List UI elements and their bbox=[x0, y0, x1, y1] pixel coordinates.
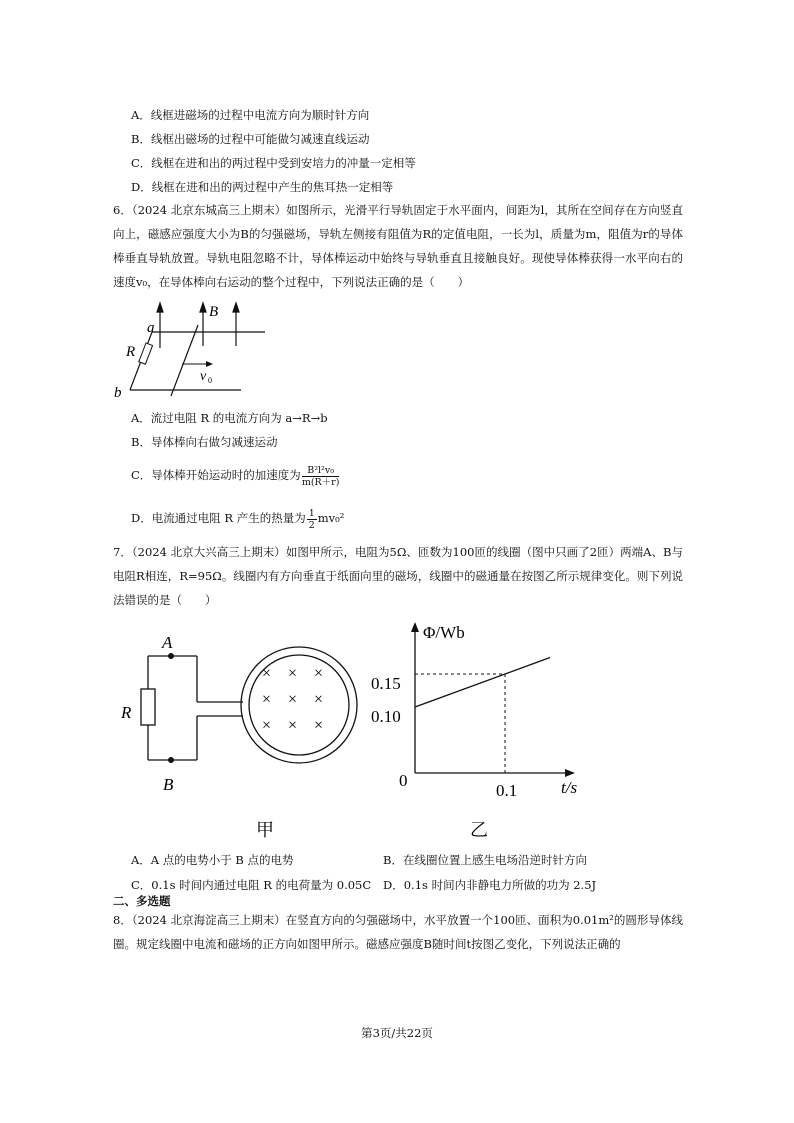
field-cross: × bbox=[314, 717, 324, 734]
label-a: a bbox=[147, 320, 155, 336]
q5-option-b: B．线框出磁场的过程中可能做匀减速直线运动 bbox=[131, 132, 370, 146]
field-cross: × bbox=[288, 665, 298, 682]
label-R: R bbox=[126, 344, 136, 360]
section-heading: 二、多选题 bbox=[113, 894, 171, 908]
field-cross: × bbox=[262, 691, 272, 708]
label-A: A bbox=[162, 633, 173, 652]
q7-option-b: B．在线圈位置上感生电场沿逆时针方向 bbox=[383, 853, 587, 867]
origin-label: 0 bbox=[399, 771, 408, 790]
terminal-A bbox=[168, 653, 174, 659]
q6-option-c: C．导体棒开始运动时的加速度为 $\frac{\text{B²l²v₀}}{m(R+r)}$ bbox=[131, 464, 340, 488]
q6-option-a: A．流过电阻 R 的电流方向为 a→R→b bbox=[131, 411, 328, 425]
velocity-arrow bbox=[206, 361, 213, 367]
q5-option-c: C．线框在进和出的两过程中受到安培力的冲量一定相等 bbox=[131, 156, 416, 170]
caption-yi: 乙 bbox=[470, 820, 488, 840]
y-axis-label: Φ/Wb bbox=[423, 623, 465, 642]
label-B: B bbox=[163, 775, 174, 794]
q7-figure-yi-chart bbox=[365, 618, 595, 843]
resistor-symbol bbox=[139, 343, 153, 364]
label-b: b bbox=[114, 385, 122, 398]
field-cross: × bbox=[314, 665, 324, 682]
q6-option-d: D．电流通过电阻 R 产生的热量为 $\frac{1}{2}$ mv₀² bbox=[131, 507, 345, 531]
y-tick-label: 0.10 bbox=[371, 707, 401, 726]
y-tick-label: 0.15 bbox=[371, 674, 401, 693]
field-cross: × bbox=[288, 717, 298, 734]
label-R: R bbox=[121, 703, 132, 722]
conductor-rod bbox=[171, 325, 198, 396]
label-B: B bbox=[209, 304, 219, 320]
field-cross: × bbox=[262, 665, 272, 682]
y-axis-arrow bbox=[411, 622, 419, 632]
q7-figure-jia bbox=[115, 628, 365, 843]
x-axis-arrow bbox=[565, 769, 575, 777]
q6-rail-figure bbox=[110, 298, 280, 398]
q5-option-a: A．线框进磁场的过程中电流方向为顺时针方向 bbox=[131, 108, 370, 122]
caption-jia: 甲 bbox=[256, 820, 274, 840]
terminal-B bbox=[168, 757, 174, 763]
field-cross: × bbox=[314, 691, 324, 708]
coil-outer bbox=[241, 647, 357, 763]
label-v: v bbox=[200, 369, 207, 384]
field-cross: × bbox=[262, 717, 272, 734]
x-tick-label: 0.1 bbox=[496, 781, 518, 800]
label-v-subscript: 0 bbox=[208, 376, 212, 385]
q7-question-text: 7．（2024 北京大兴高三上期末）如图甲所示，电阻为5Ω、匝数为100匝的线圈（图中只画了2匝）两端A、B与电阻R相连，R=95Ω。线圈内有方向垂直于纸面向里的磁场，线圈中的磁通量在按图乙所示规律变化。则下列说法错误的是（ ） bbox=[113, 545, 683, 607]
field-cross: × bbox=[288, 691, 298, 708]
magnetic-field-crosses bbox=[262, 665, 323, 734]
x-axis-label: t/s bbox=[561, 778, 578, 797]
q6-question-text: 6．（2024 北京东城高三上期末）如图所示，光滑平行导轨固定于水平面内，间距为l，其所在空间存在方向竖直向上，磁感应强度大小为B的匀强磁场，导轨左侧接有阻值为R的定值电阻，一长为l，质量为m，阻值为r的导体棒垂直导轨放置。导轨电阻忽略不计，导体棒运动中始终与导轨垂直且接触良好。现使导体棒获得一水平向右的速度v₀，在导体棒向右运动的整个过程中，下列说法正确的是（ ） bbox=[113, 203, 683, 289]
fraction-acceleration: $\frac{\text{B²l²v₀}}{m(R+r)}$ bbox=[301, 464, 340, 488]
page-footer: 第3页/共22页 bbox=[361, 1026, 433, 1040]
q6-option-b: B．导体棒向右做匀减速运动 bbox=[131, 435, 278, 449]
q7-option-d: D．0.1s 时间内非静电力所做的功为 2.5J bbox=[383, 878, 597, 892]
phi-series-line bbox=[415, 658, 550, 708]
q5-option-d: D．线框在进和出的两过程中产生的焦耳热一定相等 bbox=[131, 180, 394, 194]
q7-option-c: C．0.1s 时间内通过电阻 R 的电荷量为 0.05C bbox=[131, 878, 372, 892]
q7-option-a: A．A 点的电势小于 B 点的电势 bbox=[131, 853, 294, 867]
fraction-half: $\frac{1}{2}$ bbox=[308, 507, 315, 531]
q8-question-text: 8．（2024 北京海淀高三上期末）在竖直方向的匀强磁场中，水平放置一个100匝、面积为0.01m²的圆形导体线圈。规定线圈中电流和磁场的正方向如图甲所示。磁感应强度B随时间t按图乙变化，下列说法正确的 bbox=[113, 913, 683, 951]
resistor-R bbox=[141, 689, 155, 725]
